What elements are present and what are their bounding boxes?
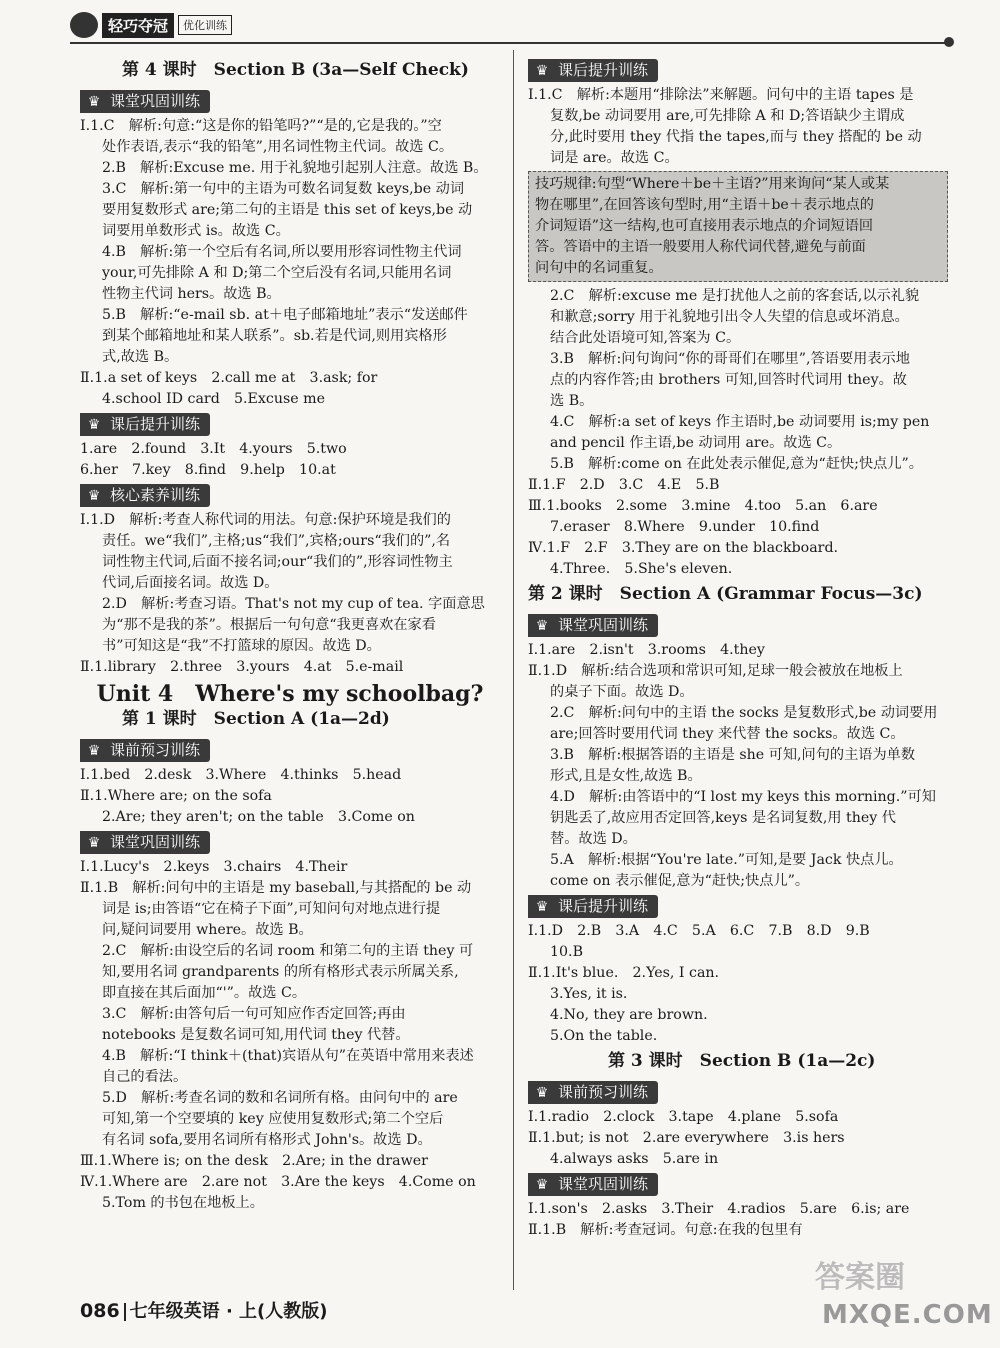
answer-line: 书”可知这是“我”不打篮球的原因。故选 D。 [102, 638, 381, 654]
answer-line: 3.C 解析:由答句后一句可知应作否定回答;再由 [102, 1006, 406, 1022]
answer-line: 责任。we“我们”,主格;us“我们”,宾格;ours“我们的”,名 [102, 533, 451, 549]
answer-line: Ⅲ.1.books 2.some 3.mine 4.too 5.an 6.are [528, 498, 878, 514]
left-column [80, 56, 500, 1214]
answer-block [528, 85, 948, 169]
section-banner [80, 413, 210, 436]
answer-block [528, 640, 948, 892]
answer-line: 7.eraser 8.Where 9.under 10.find [550, 519, 820, 535]
answer-line: 4.school ID card 5.Excuse me [102, 391, 325, 407]
answer-line: 问,疑问词要用 where。故选 B。 [102, 922, 313, 938]
lesson-title: 第 4 课时 Section B (3a—Self Check) [122, 60, 469, 80]
answer-line: and pencil 作主语,be 动词用 are。故选 C。 [550, 435, 842, 451]
brand-subtitle: 优化训练 [178, 15, 232, 35]
answer-line: Ⅰ.1.son's 2.asks 3.Their 4.radios 5.are 6.is; are [528, 1201, 910, 1217]
answer-line: 词是 are。故选 C。 [550, 150, 679, 166]
answer-line: 词是 is;由答语“它在椅子下面”,可知问句对地点进行提 [102, 901, 441, 917]
answer-line: 知,要用名词 grandparents 的所有格形式表示所属关系, [102, 964, 459, 980]
answer-line: 即直接在其后面加“'”。故选 C。 [102, 985, 307, 1001]
answer-line: 式,故选 B。 [102, 349, 179, 365]
section-banner-label: 课堂巩固训练 [558, 616, 649, 634]
answer-line: 5.A 解析:根据“You're late.”可知,是要 Jack 快点儿。 [550, 852, 903, 868]
answer-line: 3.B 解析:问句询问“你的哥哥们在哪里”,答语要用表示地 [550, 351, 910, 367]
section-banner-label: 课堂巩固训练 [110, 92, 201, 110]
answer-line: 自己的看法。 [102, 1069, 188, 1085]
answer-line: 点的内容作答;由 brothers 可知,回答时代词用 they。故 [550, 372, 907, 388]
answer-line: 3.Yes, it is. [550, 986, 628, 1002]
answer-line: 选 B。 [550, 393, 594, 409]
answer-line: Ⅰ.1.Lucy's 2.keys 3.chairs 4.Their [80, 859, 348, 875]
watermark-url: MXQE.COM [822, 1300, 993, 1330]
answer-line: 可知,第一个空要填的 key 应使用复数形式;第二个空后 [102, 1111, 444, 1127]
tip-line: 问句中的名词重复。 [535, 260, 663, 276]
tip-line: 物在哪里”,在回答该句型时,用“主语＋be＋表示地点的 [535, 197, 874, 213]
answer-line: 4.D 解析:由答语中的“I lost my keys this morning.”可知 [550, 789, 936, 805]
column-divider [513, 50, 514, 1290]
answer-line: 和歉意;sorry 用于礼貌地引出令人失望的信息或坏消息。 [550, 309, 909, 325]
section-banner [528, 1081, 658, 1104]
section-banner [80, 831, 210, 854]
answer-line: notebooks 是复数名词可知,用代词 they 代替。 [102, 1027, 410, 1043]
answer-line: 4.No, they are brown. [550, 1007, 708, 1023]
answer-block [80, 765, 500, 828]
answer-line: 4.always asks 5.are in [550, 1151, 719, 1167]
answer-line: 2.Are; they aren't; on the table 3.Come on [102, 809, 415, 825]
section-banner-label: 课堂巩固训练 [558, 1175, 649, 1193]
lesson-title: 第 3 课时 Section B (1a—2c) [608, 1051, 876, 1071]
crown-icon: ♛ [87, 487, 101, 504]
lesson-title: 第 1 课时 Section A (1a—2d) [122, 709, 390, 729]
answer-line: 分,此时要用 they 代指 the tapes,而与 they 搭配的 be 动 [550, 129, 922, 145]
crown-icon: ♛ [535, 617, 549, 634]
answer-line: are;回答时要用代词 they 来代替 the socks。故选 C。 [550, 726, 905, 742]
answer-line: 形式,且是女性,故选 B。 [550, 768, 702, 784]
answer-line: 2.C 解析:问句中的主语 the socks 是复数形式,be 动词要用 [550, 705, 938, 721]
crown-icon: ♛ [87, 93, 101, 110]
answer-block [528, 286, 948, 580]
section-banner [528, 1173, 658, 1196]
section-banner [528, 59, 658, 82]
answer-block [80, 116, 500, 410]
page-number: 086 [80, 1300, 120, 1322]
unit-title: Unit 4 Where's my schoolbag? [96, 681, 484, 707]
answer-line: 1.are 2.found 3.It 4.yours 5.two [80, 441, 347, 457]
answer-block [528, 1107, 948, 1170]
crown-icon: ♛ [535, 898, 549, 915]
book-title: 七年级英语 · 上(人教版) [129, 1301, 328, 1322]
answer-line: 的桌子下面。故选 D。 [550, 684, 694, 700]
answer-line: 5.Tom 的书包在地板上。 [102, 1195, 264, 1211]
answer-line: 3.C 解析:第一句中的主语为可数名词复数 keys,be 动词 [102, 181, 465, 197]
answer-line: 4.C 解析:a set of keys 作主语时,be 动词要用 is;my pen [550, 414, 930, 430]
lesson-title: 第 2 课时 Section A (Grammar Focus—3c) [528, 584, 923, 604]
answer-line: 到某个邮箱地址和某人联系”。sb.若是代词,则用宾格形 [102, 328, 447, 344]
answer-line: 结合此处语境可知,答案为 C。 [550, 330, 741, 346]
crown-icon: ♛ [87, 742, 101, 759]
section-banner [80, 90, 210, 113]
answer-line: Ⅱ.1.but; is not 2.are everywhere 3.is hers [528, 1130, 845, 1146]
crown-icon: ♛ [535, 62, 549, 79]
answer-line: Ⅰ.1.bed 2.desk 3.Where 4.thinks 5.head [80, 767, 402, 783]
answer-block [80, 857, 500, 1214]
answer-line: 词要用单数形式 is。故选 C。 [102, 223, 290, 239]
answer-line: Ⅰ.1.C 解析:本题用“排除法”来解题。问句中的主语 tapes 是 [528, 87, 914, 103]
answer-line: 性物主代词 hers。故选 B。 [102, 286, 281, 302]
answer-line: Ⅳ.1.F 2.F 3.They are on the blackboard. [528, 540, 839, 556]
answer-line: 2.B 解析:Excuse me. 用于礼貌地引起别人注意。故选 B。 [102, 160, 488, 176]
section-banner [80, 484, 210, 507]
crown-icon: ♛ [87, 834, 101, 851]
right-column [528, 56, 948, 1241]
answer-line: 4.B 解析:“I think＋(that)宾语从句”在英语中常用来表述 [102, 1048, 474, 1064]
answer-line: Ⅱ.1.B 解析:问句中的主语是 my baseball,与其搭配的 be 动 [80, 880, 472, 896]
answer-line: 处作表语,表示“我的铅笔”,用名词性物主代词。故选 C。 [102, 139, 454, 155]
tip-line: 技巧规律:句型“Where＋be＋主语?”用来询问“某人或某 [535, 176, 890, 192]
page-header [70, 8, 950, 42]
header-rule-dot [944, 37, 954, 47]
answer-line: Ⅲ.1.Where is; on the desk 2.Are; in the drawer [80, 1153, 428, 1169]
section-banner-label: 课前预习训练 [110, 741, 201, 759]
answer-block [528, 1199, 948, 1241]
answer-line: Ⅱ.1.library 2.three 3.yours 4.at 5.e-mail [80, 659, 404, 675]
answer-line: 4.B 解析:第一个空后有名词,所以要用形容词性物主代词 [102, 244, 462, 260]
section-banner-label: 课前预习训练 [558, 1083, 649, 1101]
answer-line: Ⅱ.1.B 解析:考查冠词。句意:在我的包里有 [528, 1222, 803, 1238]
answer-line: your,可先排除 A 和 D;第二个空后没有名词,只能用名词 [102, 265, 452, 281]
answer-line: Ⅱ.1.F 2.D 3.C 4.E 5.B [528, 477, 720, 493]
answer-line: 代词,后面接名词。故选 D。 [102, 575, 279, 591]
section-banner-label: 课堂巩固训练 [110, 833, 201, 851]
answer-block [528, 921, 948, 1047]
answer-line: Ⅰ.1.C 解析:句意:“这是你的铅笔吗?”“是的,它是我的。”空 [80, 118, 442, 134]
crown-icon: ♛ [87, 416, 101, 433]
answer-line: 3.B 解析:根据答语的主语是 she 可知,问句的主语为单数 [550, 747, 916, 763]
tip-box [528, 171, 948, 282]
section-banner [528, 614, 658, 637]
answer-line: Ⅱ.1.a set of keys 2.call me at 3.ask; for [80, 370, 378, 386]
brand-logo-icon [70, 12, 98, 38]
answer-line: Ⅱ.1.Where are; on the sofa [80, 788, 272, 804]
section-banner-label: 课后提升训练 [110, 415, 201, 433]
tip-line: 答。答语中的主语一般要用人称代词代替,避免与前面 [535, 239, 866, 255]
section-banner [80, 739, 210, 762]
answer-line: 2.C 解析:excuse me 是打扰他人之前的客套话,以示礼貌 [550, 288, 920, 304]
answer-line: 2.D 解析:考查习语。That's not my cup of tea. 字面意思 [102, 596, 485, 612]
answer-line: Ⅰ.1.radio 2.clock 3.tape 4.plane 5.sofa [528, 1109, 839, 1125]
crown-icon: ♛ [535, 1176, 549, 1193]
answer-line: 为“那不是我的茶”。根据后一句句意“我更喜欢在家看 [102, 617, 436, 633]
section-banner-label: 课后提升训练 [558, 61, 649, 79]
answer-line: 钥匙丢了,故应用否定回答,keys 是名词复数,用 they 代 [550, 810, 896, 826]
answer-line: 5.B 解析:“e-mail sb. at＋电子邮箱地址”表示“发送邮件 [102, 307, 468, 323]
section-banner [528, 895, 658, 918]
tip-line: 介词短语”这一结构,也可直接用表示地点的介词短语回 [535, 218, 874, 234]
answer-line: Ⅳ.1.Where are 2.are not 3.Are the keys 4.Come on [80, 1174, 476, 1190]
answer-line: 5.On the table. [550, 1028, 658, 1044]
page-footer [80, 1297, 328, 1323]
answer-line: 4.Three. 5.She's eleven. [550, 561, 733, 577]
answer-line: Ⅰ.1.are 2.isn't 3.rooms 4.they [528, 642, 765, 658]
answer-line: Ⅱ.1.It's blue. 2.Yes, I can. [528, 965, 720, 981]
answer-line: 要用复数形式 are;第二句的主语是 this set of keys,be 动 [102, 202, 473, 218]
answer-line: 6.her 7.key 8.find 9.help 10.at [80, 462, 336, 478]
answer-line: 有名词 sofa,要用名词所有格形式 John's。故选 D。 [102, 1132, 432, 1148]
answer-block [80, 439, 500, 481]
answer-line: 复数,be 动词要用 are,可先排除 A 和 D;答语缺少主谓成 [550, 108, 905, 124]
section-banner-label: 课后提升训练 [558, 897, 649, 915]
brand-name: 轻巧夺冠 [102, 13, 174, 38]
crown-icon: ♛ [535, 1084, 549, 1101]
answer-block [80, 510, 500, 678]
answer-line: 2.C 解析:由设空后的名词 room 和第二句的主语 they 可 [102, 943, 474, 959]
answer-line: Ⅰ.1.D 2.B 3.A 4.C 5.A 6.C 7.B 8.D 9.B [528, 923, 870, 939]
answer-line: Ⅰ.1.D 解析:考查人称代词的用法。句意:保护环境是我们的 [80, 512, 451, 528]
footer-separator [124, 1303, 126, 1321]
section-banner-label: 核心素养训练 [110, 486, 201, 504]
brand [70, 12, 232, 38]
watermark-logo: 答案圈 [815, 1260, 905, 1295]
answer-line: Ⅱ.1.D 解析:结合选项和常识可知,足球一般会被放在地板上 [528, 663, 903, 679]
header-rule [70, 42, 950, 44]
answer-line: 5.D 解析:考查名词的数和名词所有格。由问句中的 are [102, 1090, 458, 1106]
answer-line: 词性物主代词,后面不接名词;our“我们的”,形容词性物主 [102, 554, 453, 570]
answer-line: 替。故选 D。 [550, 831, 637, 847]
answer-line: 5.B 解析:come on 在此处表示催促,意为“赶快;快点儿”。 [550, 456, 923, 472]
answer-line: 10.B [550, 944, 583, 960]
answer-line: come on 表示催促,意为“赶快;快点儿”。 [550, 873, 810, 889]
